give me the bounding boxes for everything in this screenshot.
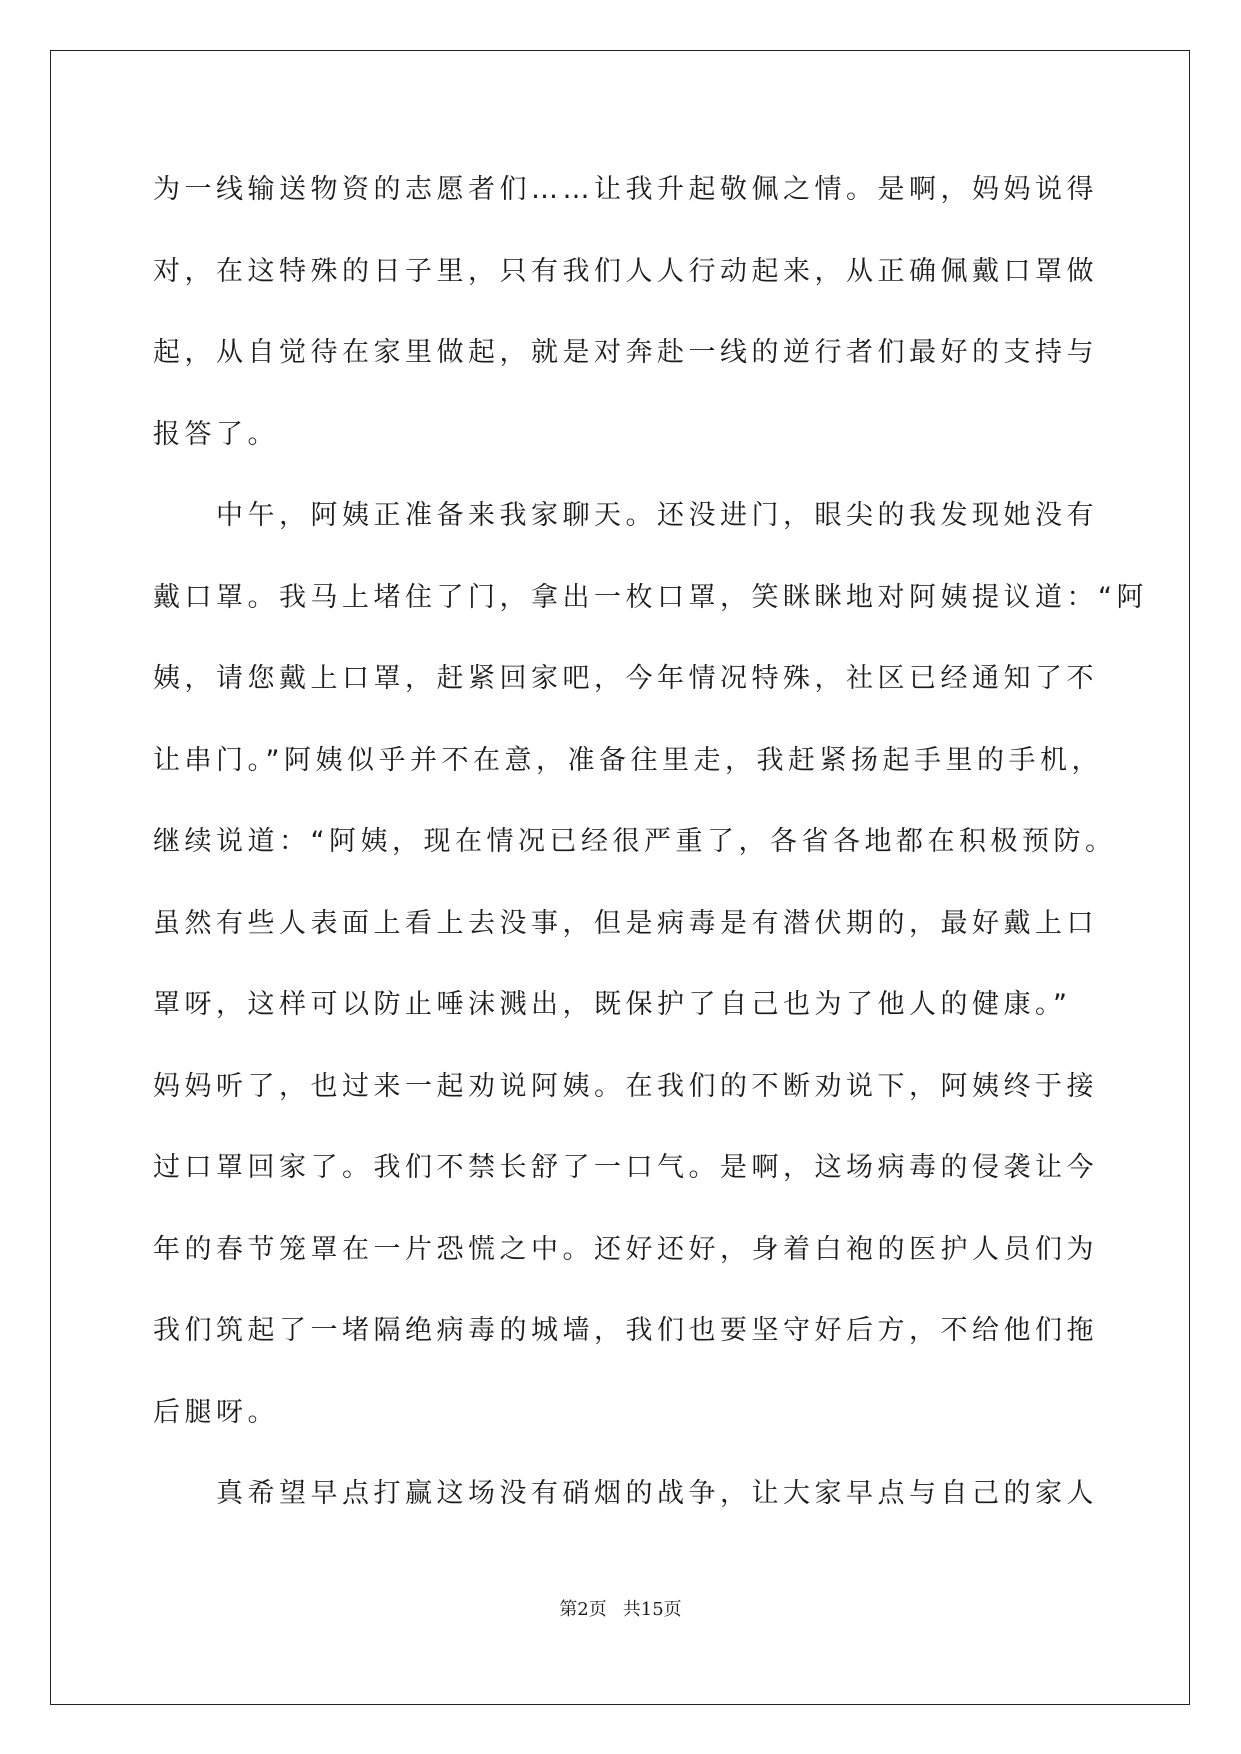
text-line: 后腿呀。 — [153, 1396, 279, 1428]
text-line: 对，在这特殊的日子里，只有我们人人行动起来，从正确佩戴口罩做 — [153, 255, 1098, 287]
text-line: 妈妈听了，也过来一起劝说阿姨。在我们的不断劝说下，阿姨终于接 — [153, 1070, 1098, 1102]
text-line: 戴口罩。我马上堵住了门，拿出一枚口罩，笑眯眯地对阿姨提议道：“阿 — [153, 581, 1148, 613]
text-line: 虽然有些人表面上看上去没事，但是病毒是有潜伏期的，最好戴上口 — [153, 907, 1098, 939]
text-line: 为一线输送物资的志愿者们……让我升起敬佩之情。是啊，妈妈说得 — [153, 174, 1098, 205]
text-line: 继续说道：“阿姨，现在情况已经很严重了，各省各地都在积极预防。 — [153, 826, 1117, 857]
page-footer — [0, 1598, 1241, 1622]
text-line: 罩呀，这样可以防止唾沫溅出，既保护了自己也为了他人的健康。” — [153, 989, 1072, 1020]
paragraph-first-line: 真希望早点打赢这场没有硝烟的战争，让大家早点与自己的家人 — [216, 1478, 1098, 1509]
text-line: 让串门。”阿姨似乎并不在意，准备往里走，我赶紧扬起手里的手机， — [153, 744, 1103, 776]
page-number: 第2页 — [559, 1599, 607, 1620]
page-border — [50, 50, 1190, 1705]
page-total: 共15页 — [622, 1599, 682, 1620]
paragraph-first-line: 中午，阿姨正准备来我家聊天。还没进门，眼尖的我发现她没有 — [216, 500, 1098, 531]
text-line: 年的春节笼罩在一片恐慌之中。还好还好，身着白袍的医护人员们为 — [153, 1233, 1098, 1265]
text-line: 起，从自觉待在家里做起，就是对奔赴一线的逆行者们最好的支持与 — [153, 337, 1098, 368]
text-line: 报答了。 — [153, 418, 279, 450]
text-line: 过口罩回家了。我们不禁长舒了一口气。是啊，这场病毒的侵袭让今 — [153, 1152, 1098, 1183]
text-line: 我们筑起了一堵隔绝病毒的城墙，我们也要坚守好后方，不给他们拖 — [153, 1315, 1098, 1346]
text-line: 姨，请您戴上口罩，赶紧回家吧，今年情况特殊，社区已经通知了不 — [153, 663, 1098, 694]
